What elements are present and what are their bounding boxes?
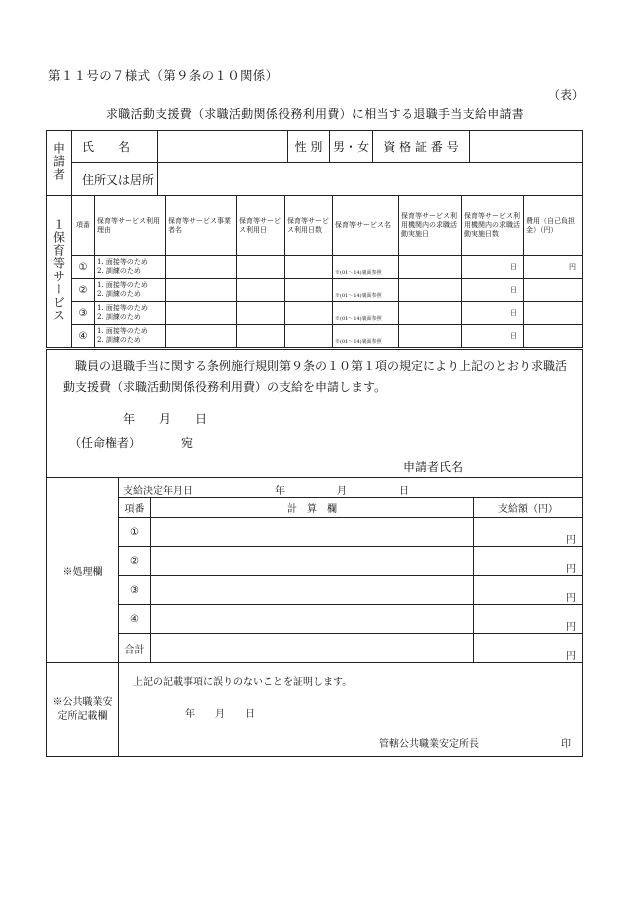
decision-date-row[interactable]: 支給決定年月日 年 月 日 [119, 478, 583, 498]
col-reason: 保育等サービス利用理由 [95, 196, 166, 256]
proc-col-amount: 支給額（円） [474, 498, 583, 518]
activity-days-field[interactable]: 日 [462, 279, 524, 302]
activity-date-field[interactable] [399, 279, 462, 302]
declaration-text: 職員の退職手当に関する条例施行規則第９条の１０第１項の規定により上記のとおり求職活動支援費（求職活動関係役務利用費）の支給を申請します。 [63, 359, 568, 394]
processing-table [46, 477, 583, 663]
service-name-note[interactable]: ※(01～14)裏面参照 [333, 279, 399, 302]
proc-row-number: ③ [119, 576, 151, 605]
service-row [47, 256, 583, 279]
certify-text: 上記の記載事項に誤りのないことを証明します。 [133, 677, 353, 688]
addressee-suffix: 宛 [181, 436, 194, 450]
cert-number-label: 資 格 証 番 号 [373, 131, 470, 163]
service-row-number: ④ [72, 325, 95, 348]
use-date-field[interactable] [237, 325, 285, 348]
applicant-section-label: 申請者 [47, 131, 72, 196]
address-field[interactable] [158, 163, 583, 196]
use-days-field[interactable] [285, 325, 333, 348]
address-label: 住所又は居所 [72, 163, 158, 196]
amount-field[interactable]: 円 [474, 518, 583, 547]
declaration-section [46, 349, 583, 478]
declaration-date[interactable]: 年 月 日 [123, 412, 208, 426]
proc-row-number: ① [119, 518, 151, 547]
calc-field[interactable] [151, 605, 474, 634]
calc-field[interactable] [151, 547, 474, 576]
use-date-field[interactable] [237, 279, 285, 302]
activity-date-field[interactable] [399, 302, 462, 325]
service-row-number: ① [72, 256, 95, 279]
activity-date-field[interactable] [399, 256, 462, 279]
use-days-field[interactable] [285, 302, 333, 325]
reason-options[interactable]: 1. 面接等のため 2. 訓練のため [95, 302, 166, 325]
col-use-date: 保育等サービス利用日 [237, 196, 285, 256]
name-label: 氏 名 [72, 131, 158, 163]
proc-col-calc: 計 算 欄 [151, 498, 474, 518]
calc-field[interactable] [151, 576, 474, 605]
service-table [46, 195, 583, 348]
office-director-label: 管轄公共職業安定所長 [379, 739, 479, 750]
reason-options[interactable]: 1. 面接等のため 2. 訓練のため [95, 279, 166, 302]
use-days-field[interactable] [285, 256, 333, 279]
col-provider: 保育等サービス事業者名 [166, 196, 237, 256]
col-service-name: 保育等サービス名 [333, 196, 399, 256]
use-days-field[interactable] [285, 279, 333, 302]
col-use-days: 保育等サービス利用日数 [285, 196, 333, 256]
proc-row-number: ② [119, 547, 151, 576]
form-title: 求職活動支援費（求職活動関係役務利用費）に相当する退職手当支給申請書 [105, 107, 525, 121]
office-date[interactable]: 年 月 日 [185, 709, 255, 720]
col-activity-date: 保育等サービス利用機関内の求職活動実施日 [399, 196, 462, 256]
service-row-number: ② [72, 279, 95, 302]
col-item-no: 項番 [72, 196, 95, 256]
sex-options[interactable]: 男・女 [330, 131, 373, 163]
reason-options[interactable]: 1. 面接等のため 2. 訓練のため [95, 256, 166, 279]
provider-field[interactable] [166, 325, 237, 348]
appointing-authority-label: （任命権者） [69, 436, 142, 450]
applicant-table [46, 130, 583, 196]
office-table [46, 662, 583, 757]
col-cost: 費用（自己負担金）（円） [524, 196, 583, 256]
applicant-name-label: 申請者氏名 [403, 460, 464, 474]
cost-field[interactable]: 円 [524, 256, 583, 279]
amount-field[interactable]: 円 [474, 547, 583, 576]
service-name-note[interactable]: ※(01～14)裏面参照 [333, 256, 399, 279]
service-section-label: １保育等サービス [47, 196, 72, 348]
cost-field[interactable] [524, 325, 583, 348]
proc-col-item: 項番 [119, 498, 151, 518]
calc-field-total[interactable] [151, 634, 474, 663]
front-side-label: （表） [548, 88, 585, 102]
name-field[interactable] [158, 131, 288, 163]
provider-field[interactable] [166, 279, 237, 302]
activity-date-field[interactable] [399, 325, 462, 348]
service-row-number: ③ [72, 302, 95, 325]
office-section-label: ※公共職業安定所記載欄 [47, 663, 119, 757]
reason-options[interactable]: 1. 面接等のため 2. 訓練のため [95, 325, 166, 348]
amount-field[interactable]: 円 [474, 576, 583, 605]
activity-days-field[interactable]: 日 [462, 256, 524, 279]
provider-field[interactable] [166, 302, 237, 325]
office-certification-area [119, 663, 583, 757]
service-row [47, 302, 583, 325]
service-row [47, 279, 583, 302]
cost-field[interactable] [524, 302, 583, 325]
service-name-note[interactable]: ※(01～14)裏面参照 [333, 325, 399, 348]
amount-field-total[interactable]: 円 [474, 634, 583, 663]
proc-row-total: 合計 [119, 634, 151, 663]
form-number: 第１１号の７様式（第９条の１０関係） [48, 68, 279, 83]
proc-row-number: ④ [119, 605, 151, 634]
amount-field[interactable]: 円 [474, 605, 583, 634]
activity-days-field[interactable]: 日 [462, 302, 524, 325]
seal-icon: 印 [561, 739, 571, 750]
use-date-field[interactable] [237, 302, 285, 325]
sex-label: 性 別 [288, 131, 330, 163]
service-row [47, 325, 583, 348]
cert-number-field[interactable] [470, 131, 583, 163]
activity-days-field[interactable]: 日 [462, 325, 524, 348]
processing-section-label: ※処理欄 [47, 478, 119, 663]
cost-field[interactable] [524, 279, 583, 302]
calc-field[interactable] [151, 518, 474, 547]
col-activity-days: 保育等サービス利用機関内の求職活動実施日数 [462, 196, 524, 256]
provider-field[interactable] [166, 256, 237, 279]
use-date-field[interactable] [237, 256, 285, 279]
service-name-note[interactable]: ※(01～14)裏面参照 [333, 302, 399, 325]
